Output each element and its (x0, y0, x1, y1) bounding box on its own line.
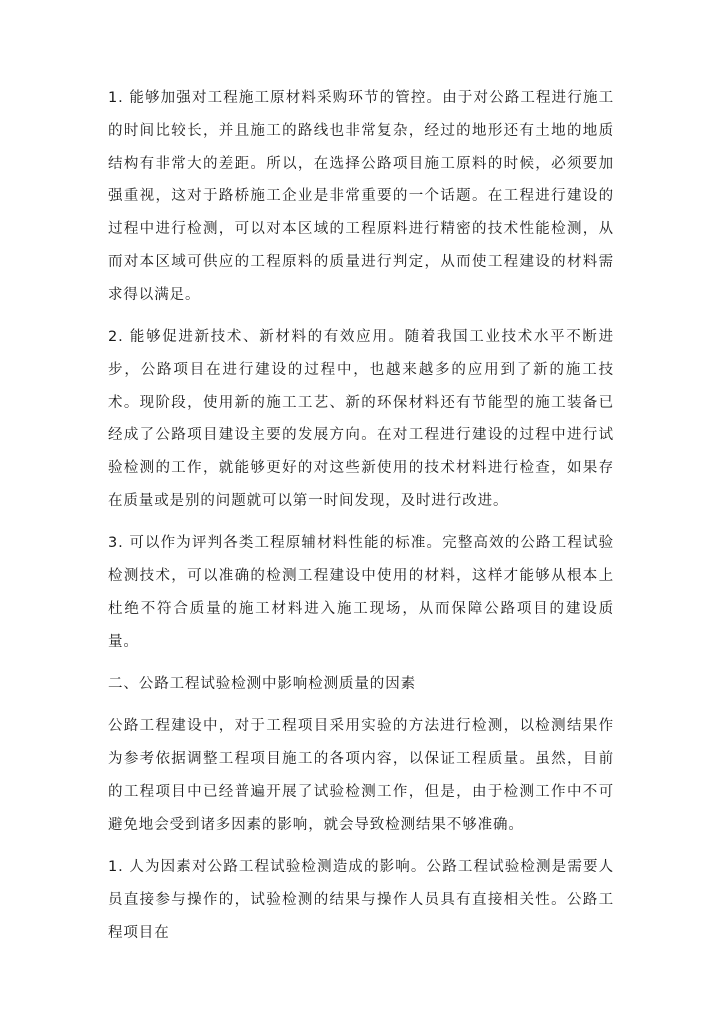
document-body (108, 82, 614, 959)
paragraph-evaluation-standard: 3. 可以作为评判各类工程原辅材料性能的标准。完整高效的公路工程试验检测技术，可以准确的检测工程建设中使用的材料，这样才能够从根本上杜绝不符合质量的施工材料进入施工现场，从而保障公路项目的建设质量。 (108, 535, 614, 650)
section-heading: 二、公路工程试验检测中影响检测质量的因素 (108, 676, 416, 693)
paragraph-material-procurement: 1. 能够加强对工程施工原材料采购环节的管控。由于对公路工程进行施工的时间比较长，并且施工的路线也非常复杂，经过的地形还有土地的地质结构有非常大的差距。所以，在选择公路项目施工原料的时候，必须要加强重视，这对于路桥施工企业是非常重要的一个话题。在工程进行建设的过程中进行检测，可以对本区域的工程原料进行精密的技术性能检测，从而对本区域可供应的工程原料的质量进行判定，从而使工程建设的材料需求得以满足。 (108, 90, 614, 303)
paragraph-new-technology: 2. 能够促进新技术、新材料的有效应用。随着我国工业技术水平不断进步，公路项目在进行建设的过程中，也越来越多的应用到了新的施工技术。现阶段，使用新的施工工艺、新的环保材料还有节能型的施工装备已经成了公路项目建设主要的发展方向。在对工程进行建设的过程中进行试验检测的工作，就能够更好的对这些新使用的技术材料进行检查，如果存在质量或是别的问题就可以第一时间发现，及时进行改进。 (108, 329, 614, 510)
paragraph-testing-overview: 公路工程建设中，对于工程项目采用实验的方法进行检测，以检测结果作为参考依据调整工程项目施工的各项内容，以保证工程质量。虽然，目前的工程项目中已经普遍开展了试验检测工作，但是，由于检测工作中不可避免地会受到诸多因素的影响，就会导致检测结果不够准确。 (108, 718, 614, 833)
paragraph-human-factors: 1. 人为因素对公路工程试验检测造成的影响。公路工程试验检测是需要人员直接参与操作的，试验检测的结果与操作人员具有直接相关性。公路工程项目在 (108, 859, 614, 941)
